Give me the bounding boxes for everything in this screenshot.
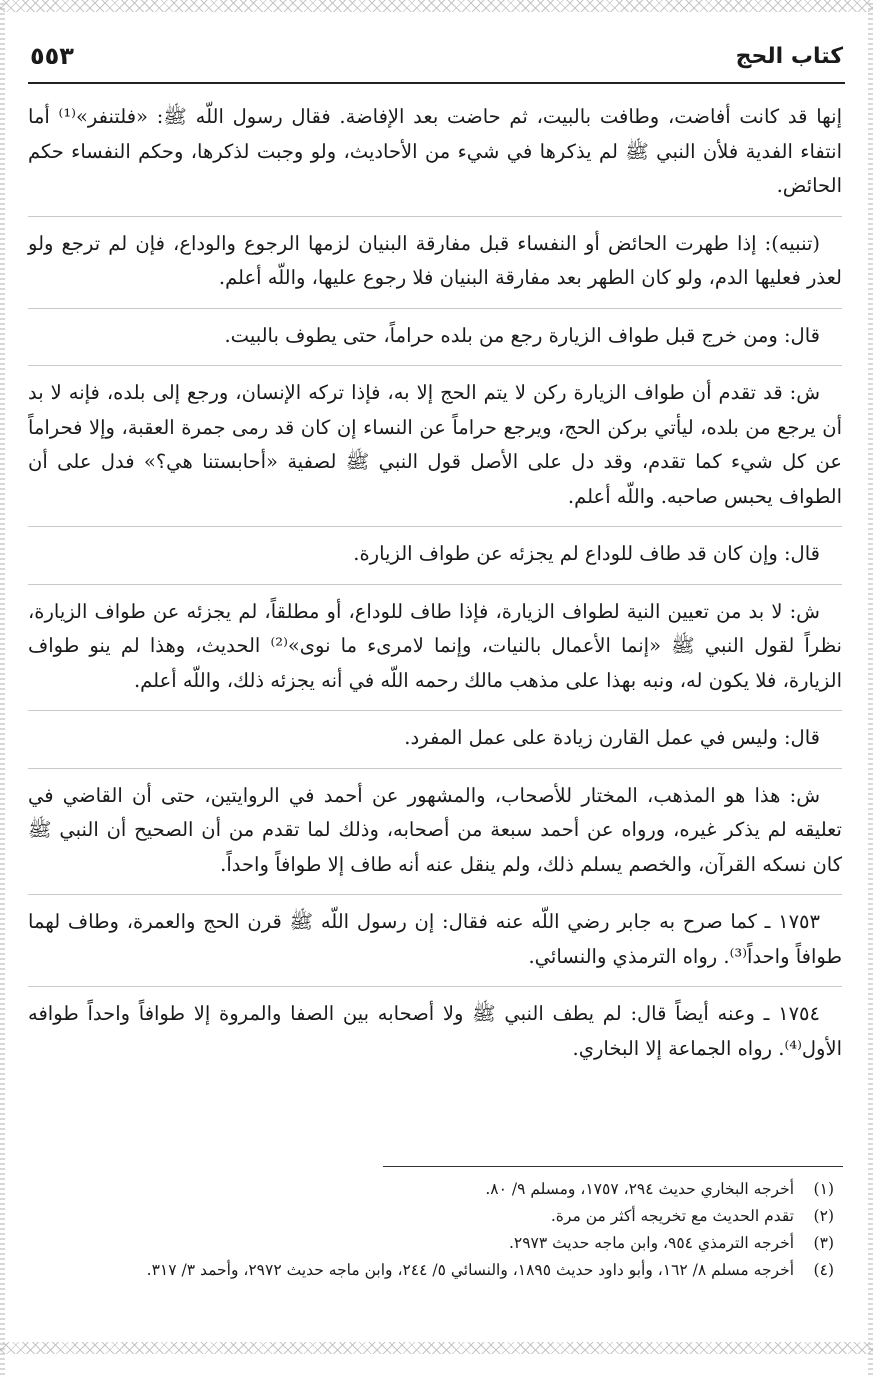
- paragraph-hadith-1753: ١٧٥٣ ـ كما صرح به جابر رضي اللّه عنه فقال: إن رسول اللّه ﷺ قرن الحج والعمرة، وطاف لهما طوافاً واحداً⁽³⁾. رواه الترمذي والنسائي.: [28, 910, 842, 968]
- footnote: [28, 1203, 842, 1230]
- running-title: كتاب الحج: [735, 44, 843, 69]
- paragraph-qala-1: قال: ومن خرج قبل طواف الزيارة رجع من بلده حراماً، حتى يطوف بالبيت.: [224, 323, 820, 347]
- paragraph-tanbih: (تنبيه): إذا طهرت الحائض أو النفساء قبل مفارقة البنيان لزمها الرجوع والوداع، فإن لم ترجع ولو لعذر فعليها الدم، ولو كان الطهر بعد مفارقة البنيان فلا رجوع عليها، واللّه أعلم.: [28, 231, 842, 289]
- page-number: ٥٥٣: [30, 42, 74, 70]
- footnote-text: أخرجه الترمذي ٩٥٤، وابن ماجه حديث ٢٩٧٣.: [508, 1234, 794, 1252]
- decorative-border-right: [868, 0, 873, 1375]
- paragraph-1: إنها قد كانت أفاضت، وطافت بالبيت، ثم حاضت بعد الإفاضة. فقال رسول اللّه ﷺ: «فلتنفر»⁽¹⁾ أما انتفاء الفدية فلأن النبي ﷺ لم يذكرها في شيء من الأحاديث، ولو وجبت لذكرها، وحكم النفساء حكم الحائض.: [28, 105, 842, 197]
- footnote-rule: [383, 1166, 843, 1167]
- paragraph-sharh-2: ش: لا بد من تعيين النية لطواف الزيارة، فإذا طاف للوداع، أو مطلقاً، لم يجزئه عن طواف الزيارة، نظراً لقول النبي ﷺ «إنما الأعمال بالنيات، وإنما لامرىء ما نوى»⁽²⁾ الحديث، وهذا لم ينو طواف الزيارة، فلا يكون له، ونبه بهذا على مذهب مالك رحمه اللّه في أنه يجزئه ذلك، واللّه أعلم.: [28, 599, 842, 692]
- paragraph-divider: [28, 216, 842, 217]
- paragraph-divider: [28, 526, 842, 527]
- footnote-text: تقدم الحديث مع تخريجه أكثر من مرة.: [550, 1207, 794, 1225]
- paragraph-hadith-1754: ١٧٥٤ ـ وعنه أيضاً قال: لم يطف النبي ﷺ ولا أصحابه بين الصفا والمروة إلا طوافاً واحداً طوافه الأول⁽⁴⁾. رواه الجماعة إلا البخاري.: [28, 1002, 842, 1060]
- footnote: [28, 1176, 842, 1203]
- paragraph-qala-3: قال: وليس في عمل القارن زيادة على عمل المفرد.: [404, 726, 820, 749]
- footnote-text: أخرجه البخاري حديث ٢٩٤، ١٧٥٧، ومسلم ٩/ ٨٠.: [485, 1180, 794, 1198]
- footnote: [28, 1257, 842, 1284]
- decorative-border-top: [0, 0, 873, 12]
- decorative-border-bottom: [0, 1342, 873, 1354]
- decorative-border-left: [0, 0, 5, 1375]
- footnotes: [28, 1176, 842, 1284]
- paragraph-divider: [28, 768, 842, 769]
- paragraph-divider: [28, 365, 842, 366]
- footnote-number: (٤): [813, 1261, 834, 1279]
- page-header: [28, 40, 845, 86]
- main-text: [28, 100, 842, 1078]
- paragraph-divider: [28, 710, 842, 711]
- footnote-number: (١): [813, 1180, 834, 1198]
- footnote: [28, 1230, 842, 1257]
- footnote-number: (٢): [813, 1207, 834, 1225]
- paragraph-sharh-1: ش: قد تقدم أن طواف الزيارة ركن لا يتم الحج إلا به، فإذا تركه الإنسان، ورجع إلى بلده، فإنه لا بد أن يرجع من بلده، ليأتي بركن الحج، ويرجع حراماً عن النساء إن كان قد رمى جمرة العقبة، وإلا فحراماً عن كل شيء كما تقدم، وقد دل على الأصل قول النبي ﷺ لصفية «أحابستنا هي؟» فدل على أن الطواف يحبس صاحبه. واللّه أعلم.: [28, 381, 842, 508]
- paragraph-divider: [28, 986, 842, 987]
- footnote-number: (٣): [813, 1234, 834, 1252]
- footnote-text: أخرجه مسلم ٨/ ١٦٢، وأبو داود حديث ١٨٩٥، والنسائي ٥/ ٢٤٤، وابن ماجه حديث ٢٩٧٢، وأحمد ٣/ ٣١٧.: [146, 1261, 794, 1279]
- paragraph-divider: [28, 308, 842, 309]
- paragraph-divider: [28, 584, 842, 585]
- paragraph-divider: [28, 894, 842, 895]
- paragraph-qala-2: قال: وإن كان قد طاف للوداع لم يجزئه عن طواف الزيارة.: [353, 542, 820, 565]
- paragraph-sharh-3: ش: هذا هو المذهب، المختار للأصحاب، والمشهور عن أحمد في الروايتين، حتى أن القاضي في تعليقه لم يذكر غيره، ورواه عن أحمد سبعة من أصحابه، وذلك لما تقدم من أن الصحيح أن النبي ﷺ كان نسكه القرآن، والخصم يسلم ذلك، ولم ينقل عنه أنه طاف إلا طوافاً واحداً.: [28, 783, 842, 876]
- header-rule: [28, 82, 845, 84]
